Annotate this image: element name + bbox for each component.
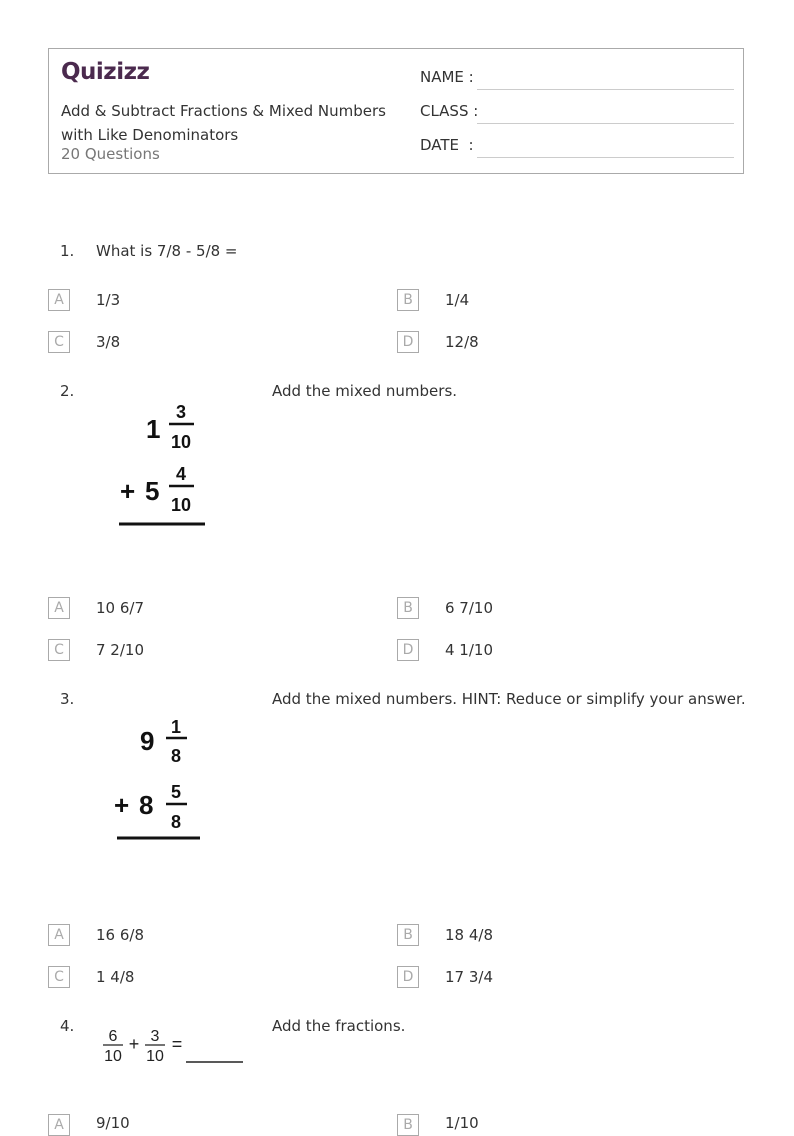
fig-num-2: 3 (150, 1028, 160, 1045)
fig-den-2: 10 (170, 495, 192, 515)
option-box-c[interactable]: C (48, 639, 70, 661)
fig-equals: = (171, 1034, 183, 1054)
class-line[interactable] (477, 123, 734, 124)
date-field[interactable] (420, 136, 734, 158)
option-box-d[interactable]: D (397, 966, 419, 988)
fig-whole-1: 9 (140, 726, 155, 756)
option-box-a[interactable]: A (48, 289, 70, 311)
option-box-d[interactable]: D (397, 331, 419, 353)
fig-den-2: 10 (146, 1048, 164, 1065)
fig-den-2: 8 (170, 812, 182, 832)
fig-num-1: 3 (175, 402, 187, 422)
fig-plus: + (128, 1034, 140, 1054)
question-text: Add the fractions. (272, 1017, 406, 1035)
question-number: 3. (60, 690, 75, 708)
fraction-addition-figure (98, 1022, 248, 1070)
fig-whole-2: 8 (139, 790, 154, 820)
quizizz-logo: Quizizz (61, 59, 150, 85)
name-line[interactable] (477, 89, 734, 90)
option-text: 4 1/10 (445, 641, 493, 659)
option-box-c[interactable]: C (48, 331, 70, 353)
question-count: 20 Questions (61, 145, 160, 163)
option-text: 3/8 (96, 333, 121, 351)
date-line[interactable] (477, 157, 734, 158)
option-text: 1/3 (96, 291, 121, 309)
option-box-c[interactable]: C (48, 966, 70, 988)
option-text: 16 6/8 (96, 926, 144, 944)
question-number: 2. (60, 382, 75, 400)
fig-num-1: 1 (170, 717, 182, 737)
fig-den-1: 8 (170, 746, 182, 766)
name-label: NAME : (420, 68, 474, 86)
question-text: What is 7/8 - 5/8 = (96, 242, 238, 260)
option-box-b[interactable]: B (397, 597, 419, 619)
name-field[interactable] (420, 68, 734, 90)
option-text: 18 4/8 (445, 926, 493, 944)
worksheet-header (48, 48, 744, 174)
fig-num-1: 6 (108, 1028, 118, 1045)
question-number: 1. (60, 242, 75, 260)
fig-num-2: 4 (175, 464, 187, 484)
fig-den-1: 10 (170, 432, 192, 452)
question-number: 4. (60, 1017, 75, 1035)
mixed-number-addition-figure (108, 712, 218, 852)
fig-whole-1: 1 (146, 414, 161, 444)
worksheet-title: Add & Subtract Fractions & Mixed Numbers with Like Denominators (61, 102, 386, 144)
option-text: 1/4 (445, 291, 470, 309)
class-label: CLASS : (420, 102, 479, 120)
fig-den-1: 10 (104, 1048, 122, 1065)
option-text: 17 3/4 (445, 968, 493, 986)
option-box-b[interactable]: B (397, 1114, 419, 1136)
class-field[interactable] (420, 102, 734, 124)
option-box-d[interactable]: D (397, 639, 419, 661)
option-text: 12/8 (445, 333, 479, 351)
option-text: 10 6/7 (96, 599, 144, 617)
option-text: 7 2/10 (96, 641, 144, 659)
option-box-a[interactable]: A (48, 1114, 70, 1136)
option-box-b[interactable]: B (397, 924, 419, 946)
option-box-a[interactable]: A (48, 597, 70, 619)
option-text: 6 7/10 (445, 599, 493, 617)
option-text: 1/10 (445, 1114, 479, 1132)
question-text: Add the mixed numbers. HINT: Reduce or simplify your answer. (272, 690, 746, 708)
option-text: 9/10 (96, 1114, 130, 1132)
fig-plus: + (114, 790, 130, 820)
fig-whole-2: 5 (145, 476, 160, 506)
mixed-number-addition-figure (110, 398, 220, 538)
question-text: Add the mixed numbers. (272, 382, 458, 400)
option-box-a[interactable]: A (48, 924, 70, 946)
fig-plus: + (120, 476, 136, 506)
date-label: DATE : (420, 136, 474, 154)
option-text: 1 4/8 (96, 968, 135, 986)
option-box-b[interactable]: B (397, 289, 419, 311)
fig-num-2: 5 (170, 782, 182, 802)
